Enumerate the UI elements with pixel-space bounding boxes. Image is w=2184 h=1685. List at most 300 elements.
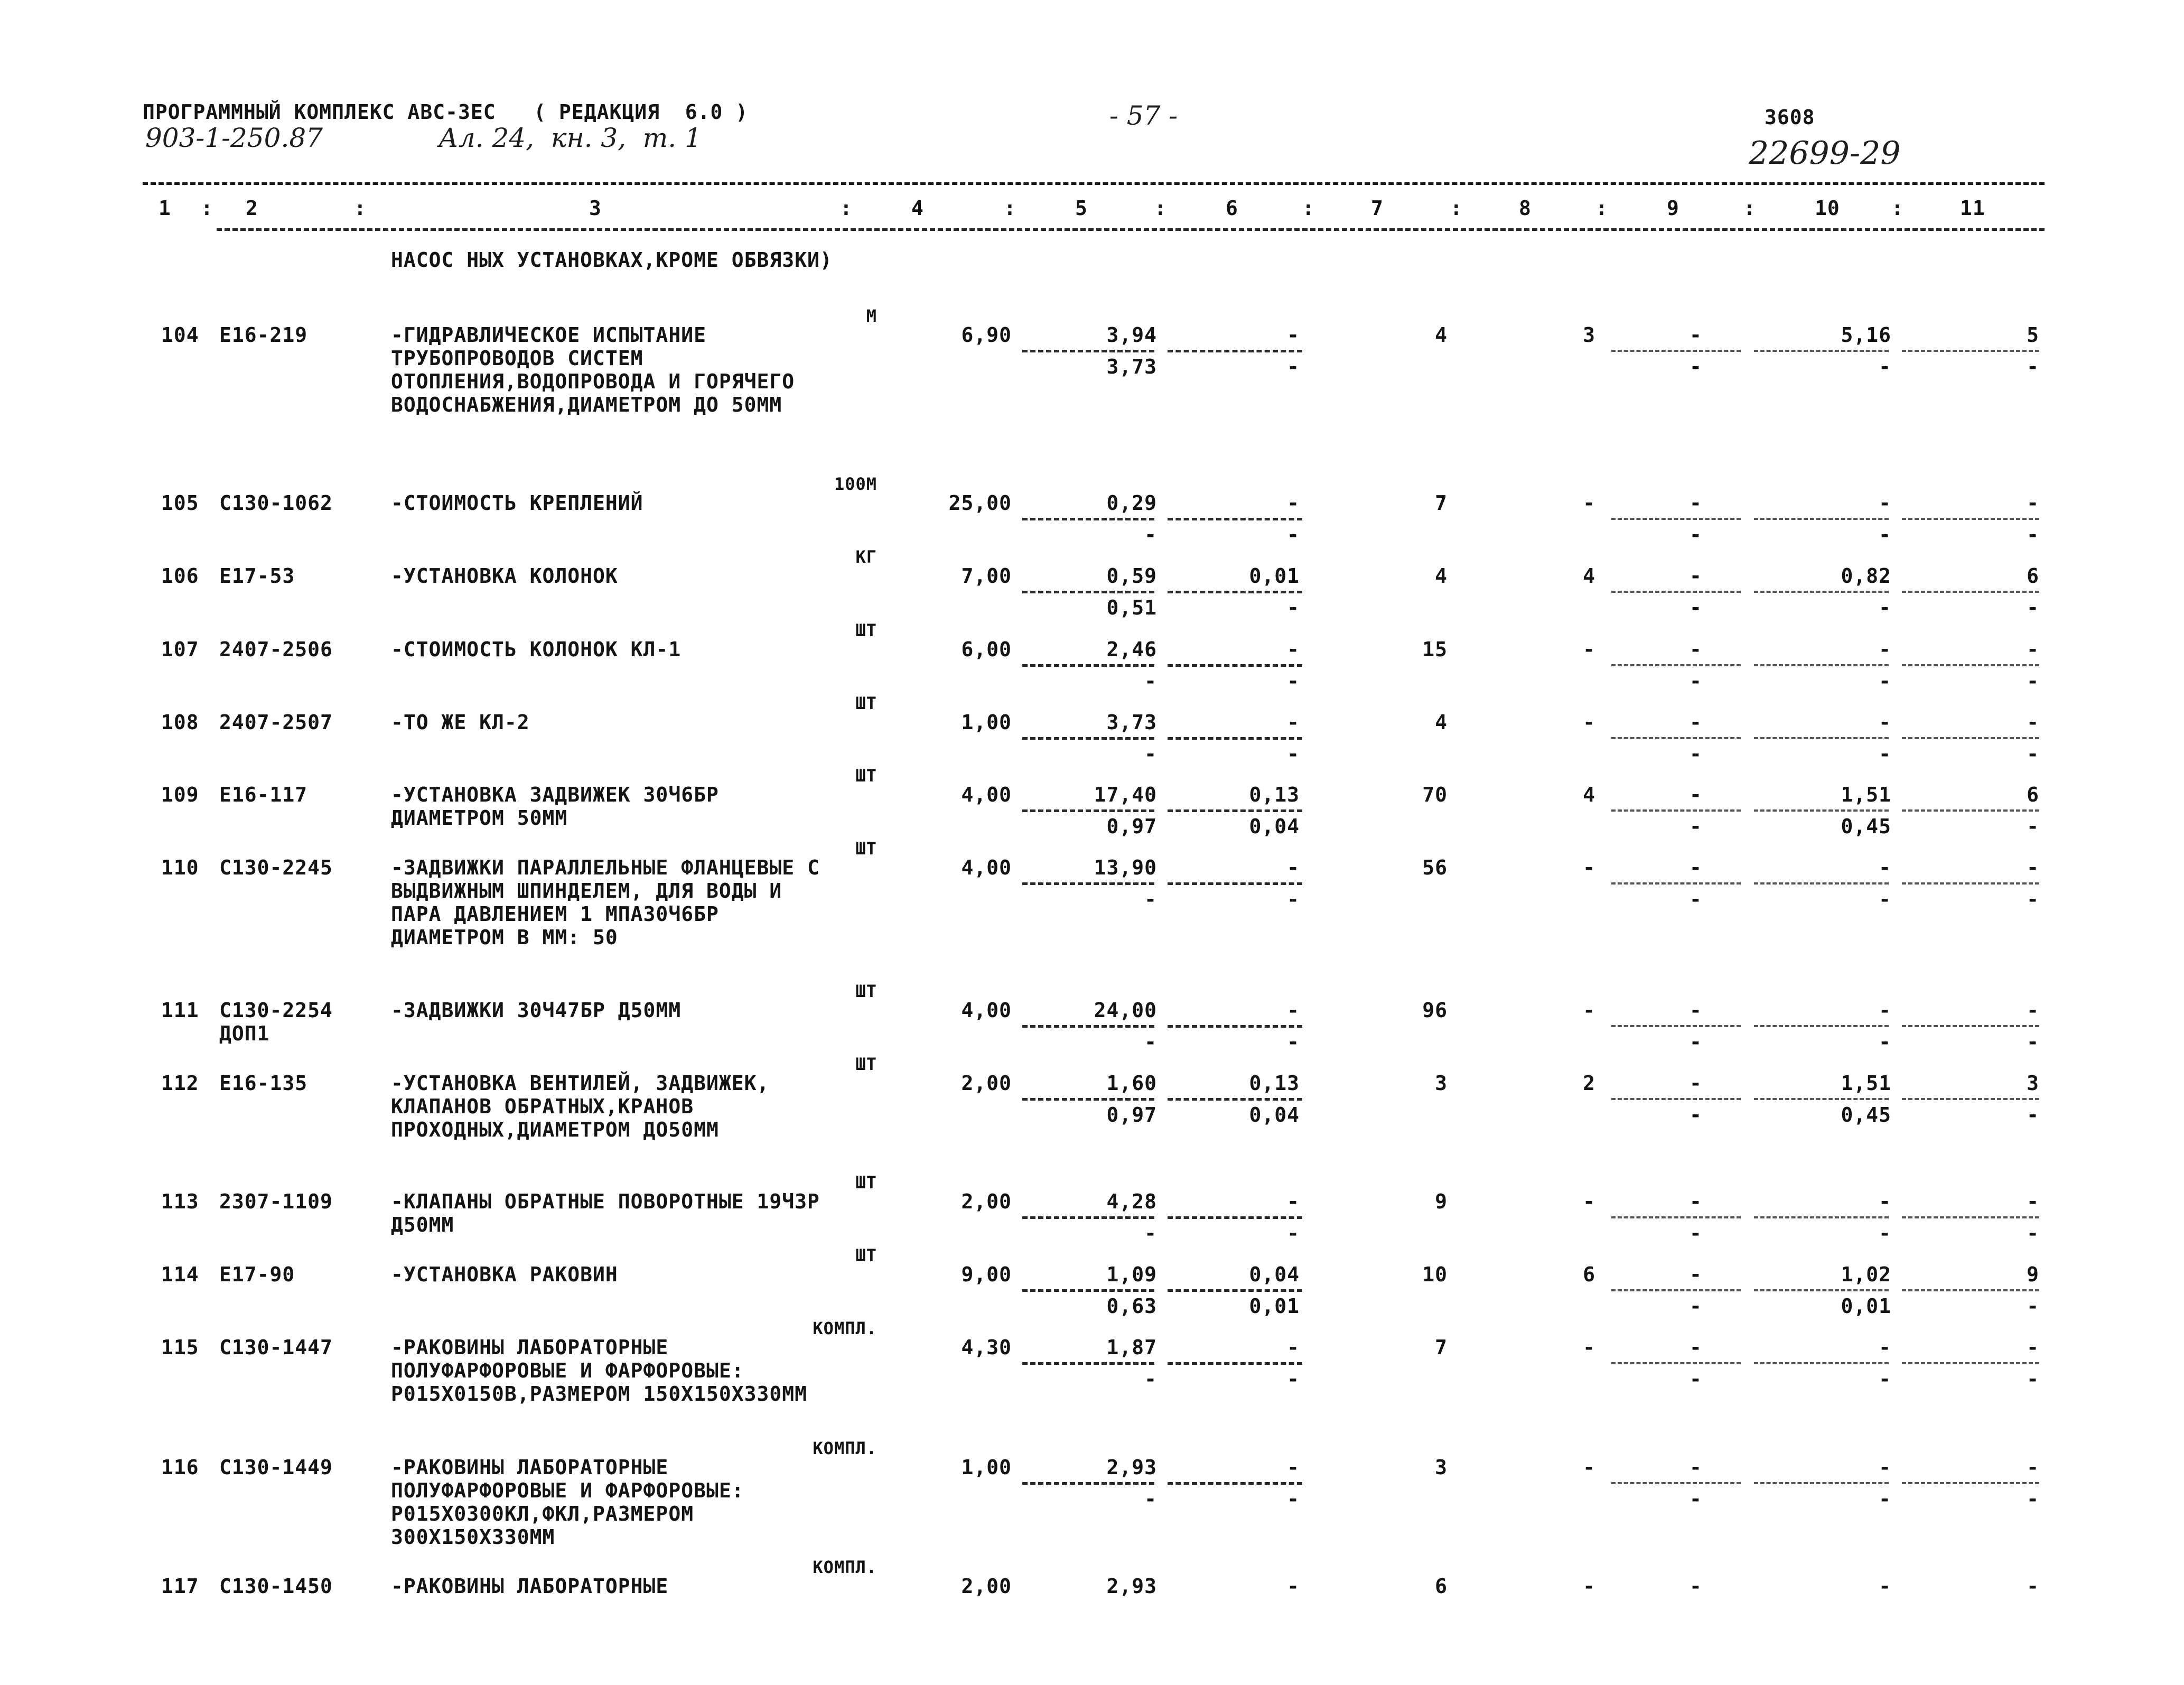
- cell-c7: 6: [1435, 1575, 1448, 1598]
- cell-divider: [1902, 1098, 2039, 1100]
- cell-divider: [1022, 1098, 1154, 1101]
- row-num: 117: [161, 1575, 199, 1598]
- cell-c6b: -: [1287, 1222, 1300, 1245]
- cell-c5: 0,59: [1106, 564, 1157, 588]
- column-number-2: 2: [246, 197, 258, 220]
- row-code: 2407-2506: [219, 638, 333, 661]
- cell-c10: 0,82: [1841, 564, 1891, 588]
- row-num: 114: [161, 1263, 199, 1286]
- cell-c5b: -: [1144, 1367, 1157, 1391]
- cell-divider: [1611, 350, 1741, 352]
- cell-divider: [1022, 737, 1154, 740]
- cell-c11: -: [2027, 1336, 2039, 1359]
- cell-c5: 0,29: [1106, 491, 1157, 515]
- cell-divider: [1902, 1289, 2039, 1291]
- cell-c10b: -: [1879, 355, 1891, 378]
- cell-c6b: 0,01: [1249, 1295, 1300, 1318]
- cell-divider: [1168, 350, 1302, 352]
- header-top-rule: [143, 182, 2045, 185]
- cell-divider: [1611, 664, 1741, 666]
- cell-divider: [1902, 664, 2039, 666]
- cell-c9b: -: [1690, 888, 1702, 911]
- cell-c9b: -: [1690, 596, 1702, 619]
- cell-c5b: -: [1144, 1487, 1157, 1511]
- cell-divider: [1611, 1216, 1741, 1218]
- row-unit: ШТ: [855, 1054, 877, 1074]
- cell-qty: 4,00: [961, 999, 1012, 1022]
- cell-divider: [1022, 1482, 1154, 1485]
- cell-c9: -: [1690, 1456, 1702, 1479]
- cell-divider: [1168, 1289, 1302, 1292]
- cell-divider: [1168, 591, 1302, 593]
- cell-c6: -: [1287, 1575, 1300, 1598]
- cell-c11b: -: [2027, 669, 2039, 693]
- cell-c10: -: [1879, 491, 1891, 515]
- cell-c10b: -: [1879, 596, 1891, 619]
- cell-divider: [1902, 1216, 2039, 1218]
- cell-c9: -: [1690, 1263, 1702, 1286]
- cell-c10: 5,16: [1841, 323, 1891, 347]
- cell-c7: 4: [1435, 711, 1448, 734]
- cell-c9b: -: [1690, 1103, 1702, 1127]
- cell-c5: 2,93: [1106, 1575, 1157, 1598]
- cell-c7: 70: [1422, 783, 1448, 806]
- cell-divider: [1611, 809, 1741, 812]
- column-number-5: 5: [1075, 197, 1088, 220]
- column-number-9: 9: [1667, 197, 1679, 220]
- cell-c9b: -: [1690, 669, 1702, 693]
- cell-c9b: -: [1690, 1222, 1702, 1245]
- cell-c11b: -: [2027, 1030, 2039, 1054]
- row-unit: ШТ: [855, 839, 877, 859]
- cell-divider: [1168, 737, 1302, 740]
- cell-c5b: -: [1144, 523, 1157, 546]
- cell-qty: 1,00: [961, 1456, 1012, 1479]
- cell-c11: 6: [2027, 783, 2039, 806]
- row-code: С130-2254 ДОП1: [219, 999, 333, 1045]
- cell-c10: -: [1879, 1336, 1891, 1359]
- cell-c10: -: [1879, 1575, 1891, 1598]
- cell-c9b: -: [1690, 742, 1702, 766]
- cell-qty: 4,00: [961, 783, 1012, 806]
- cell-c5b: -: [1144, 742, 1157, 766]
- cell-c5b: -: [1144, 1030, 1157, 1054]
- row-code: 2307-1109: [219, 1190, 333, 1213]
- cell-c11b: -: [2027, 815, 2039, 838]
- cell-c5b: 3,73: [1106, 355, 1157, 378]
- cell-divider: [1168, 1482, 1302, 1485]
- cell-c7: 4: [1435, 323, 1448, 347]
- row-num: 105: [161, 491, 199, 515]
- cell-divider: [1754, 518, 1889, 520]
- row-code: С130-2245: [219, 856, 333, 879]
- row-num: 112: [161, 1072, 199, 1095]
- cell-c9: -: [1690, 638, 1702, 661]
- cell-c8: -: [1583, 638, 1595, 661]
- row-num: 115: [161, 1336, 199, 1359]
- cell-divider: [1754, 591, 1889, 593]
- cell-c7: 3: [1435, 1072, 1448, 1095]
- cell-divider: [1168, 1362, 1302, 1365]
- row-num: 104: [161, 323, 199, 347]
- cell-c11b: -: [2027, 355, 2039, 378]
- cell-c11b: -: [2027, 1295, 2039, 1318]
- document-code: 3608: [1765, 106, 1815, 129]
- cell-divider: [1754, 737, 1889, 739]
- row-code: С130-1449: [219, 1456, 333, 1479]
- cell-c8: -: [1583, 1190, 1595, 1213]
- cell-c10: -: [1879, 1456, 1891, 1479]
- row-code: Е16-117: [219, 783, 308, 806]
- cell-qty: 2,00: [961, 1072, 1012, 1095]
- cell-c8: 3: [1583, 323, 1595, 347]
- cell-qty: 9,00: [961, 1263, 1012, 1286]
- row-code: С130-1450: [219, 1575, 333, 1598]
- cell-c9b: -: [1690, 815, 1702, 838]
- cell-c6b: -: [1287, 742, 1300, 766]
- cell-divider: [1902, 518, 2039, 520]
- cell-c6: -: [1287, 999, 1300, 1022]
- cell-c11: -: [2027, 856, 2039, 879]
- cell-c11: -: [2027, 999, 2039, 1022]
- cell-c6: 0,13: [1249, 1072, 1300, 1095]
- cell-c10b: 0,01: [1841, 1295, 1891, 1318]
- cell-c7: 4: [1435, 564, 1448, 588]
- cell-qty: 6,90: [961, 323, 1012, 347]
- project-number: 903-1-250.87: [145, 123, 323, 153]
- row-description: -ЗАДВИЖКИ ПАРАЛЛЕЛЬНЫЕ ФЛАНЦЕВЫЕ С ВЫДВИЖНЫМ ШПИНДЕЛЕМ, ДЛЯ ВОДЫ И ПАРА ДАВЛЕНИЕМ 1 МПА30Ч6БР ДИАМЕТРОМ В ММ: 50: [391, 856, 820, 949]
- cell-divider: [1754, 1482, 1889, 1484]
- row-description: -СТОИМОСТЬ КОЛОНОК КЛ-1: [391, 638, 682, 661]
- cell-qty: 6,00: [961, 638, 1012, 661]
- cell-c9: -: [1690, 856, 1702, 879]
- cell-c11: -: [2027, 711, 2039, 734]
- cell-divider: [1754, 809, 1889, 812]
- cell-c11: -: [2027, 1456, 2039, 1479]
- row-unit: КОМПЛ.: [813, 1318, 877, 1338]
- cell-c8: -: [1583, 856, 1595, 879]
- cell-c9b: -: [1690, 1367, 1702, 1391]
- cell-divider: [1611, 882, 1741, 885]
- cell-divider: [1022, 882, 1154, 885]
- cell-c6b: 0,04: [1249, 815, 1300, 838]
- cell-qty: 25,00: [948, 491, 1012, 515]
- cell-c6: 0,13: [1249, 783, 1300, 806]
- cell-divider: [1754, 1362, 1889, 1364]
- cell-c6b: -: [1287, 1367, 1300, 1391]
- cell-c9: -: [1690, 1575, 1702, 1598]
- cell-c9: -: [1690, 783, 1702, 806]
- cell-c9b: -: [1690, 1295, 1702, 1318]
- cell-c6: -: [1287, 323, 1300, 347]
- cell-divider: [1754, 1289, 1889, 1291]
- cell-c6: 0,04: [1249, 1263, 1300, 1286]
- document-number: 22699-29: [1749, 135, 1901, 172]
- cell-c10: -: [1879, 856, 1891, 879]
- cell-c9b: -: [1690, 523, 1702, 546]
- row-unit: ШТ: [855, 981, 877, 1001]
- cell-divider: [1611, 1362, 1741, 1364]
- row-num: 110: [161, 856, 199, 879]
- column-number-1: 1: [158, 197, 171, 220]
- cell-c11b: -: [2027, 523, 2039, 546]
- cell-divider: [1022, 809, 1154, 812]
- cell-divider: [1754, 350, 1889, 352]
- cell-divider: [1022, 518, 1154, 520]
- cell-c7: 15: [1422, 638, 1448, 661]
- cell-c6b: -: [1287, 596, 1300, 619]
- cell-c10: -: [1879, 999, 1891, 1022]
- cell-divider: [1022, 664, 1154, 667]
- cell-divider: [1168, 1216, 1302, 1219]
- cell-c5: 2,46: [1106, 638, 1157, 661]
- row-num: 108: [161, 711, 199, 734]
- cell-divider: [1168, 518, 1302, 520]
- cell-divider: [1754, 1216, 1889, 1218]
- row-num: 116: [161, 1456, 199, 1479]
- cell-c10b: -: [1879, 1030, 1891, 1054]
- row-num: 107: [161, 638, 199, 661]
- cell-c9: -: [1690, 1336, 1702, 1359]
- row-unit: ШТ: [855, 1172, 877, 1193]
- cell-c11: 9: [2027, 1263, 2039, 1286]
- cell-divider: [1611, 518, 1741, 520]
- cell-qty: 1,00: [961, 711, 1012, 734]
- row-unit: КОМПЛ.: [813, 1557, 877, 1577]
- cell-c11: -: [2027, 1575, 2039, 1598]
- cell-c7: 10: [1422, 1263, 1448, 1286]
- row-code: Е16-219: [219, 323, 308, 347]
- row-code: Е17-53: [219, 564, 295, 588]
- cell-divider: [1022, 350, 1154, 352]
- row-unit: ШТ: [855, 766, 877, 786]
- row-code: Е17-90: [219, 1263, 295, 1286]
- cell-c8: 4: [1583, 564, 1595, 588]
- cell-c6b: -: [1287, 1487, 1300, 1511]
- column-number-10: 10: [1815, 197, 1840, 220]
- cell-c5: 3,73: [1106, 711, 1157, 734]
- cell-c5b: -: [1144, 888, 1157, 911]
- cell-c5b: 0,97: [1106, 1103, 1157, 1127]
- cell-c7: 7: [1435, 491, 1448, 515]
- cell-c10b: -: [1879, 523, 1891, 546]
- cell-c10b: -: [1879, 1487, 1891, 1511]
- cell-divider: [1168, 664, 1302, 667]
- cell-c5: 13,90: [1094, 856, 1157, 879]
- cell-c5: 24,00: [1094, 999, 1157, 1022]
- page-number: - 57 -: [1109, 100, 1178, 131]
- row-unit: КГ: [855, 547, 877, 567]
- cell-qty: 2,00: [961, 1575, 1012, 1598]
- program-title: ПРОГРАММНЫЙ КОМПЛЕКС АВС-3ЕС ( РЕДАКЦИЯ 6.0 ): [143, 100, 749, 124]
- cell-c8: 4: [1583, 783, 1595, 806]
- cell-c6: -: [1287, 711, 1300, 734]
- cell-c10b: -: [1879, 742, 1891, 766]
- cell-divider: [1754, 1098, 1889, 1100]
- row-code: Е16-135: [219, 1072, 308, 1095]
- cell-c10: 1,02: [1841, 1263, 1891, 1286]
- cell-c5: 4,28: [1106, 1190, 1157, 1213]
- cell-c9: -: [1690, 564, 1702, 588]
- row-num: 111: [161, 999, 199, 1022]
- cell-c10b: -: [1879, 1367, 1891, 1391]
- row-code: С130-1447: [219, 1336, 333, 1359]
- cell-c7: 56: [1422, 856, 1448, 879]
- cell-c9: -: [1690, 491, 1702, 515]
- row-unit: М: [866, 306, 877, 326]
- row-description: -ГИДРАВЛИЧЕСКОЕ ИСПЫТАНИЕ ТРУБОПРОВОДОВ СИСТЕМ ОТОПЛЕНИЯ,ВОДОПРОВОДА И ГОРЯЧЕГО ВОДОСНАБЖЕНИЯ,ДИАМЕТРОМ ДО 50ММ: [391, 323, 795, 416]
- cell-c9: -: [1690, 711, 1702, 734]
- cell-c9: -: [1690, 1190, 1702, 1213]
- cell-c11b: -: [2027, 1487, 2039, 1511]
- row-num: 106: [161, 564, 199, 588]
- cell-c10: 1,51: [1841, 783, 1891, 806]
- cell-divider: [1902, 1025, 2039, 1027]
- row-code: 2407-2507: [219, 711, 333, 734]
- cell-c11: -: [2027, 638, 2039, 661]
- cell-c9: -: [1690, 323, 1702, 347]
- row-description: -ЗАДВИЖКИ 30Ч47БР Д50ММ: [391, 999, 682, 1022]
- cell-c7: 7: [1435, 1336, 1448, 1359]
- cell-c9b: -: [1690, 1030, 1702, 1054]
- column-number-11: 11: [1960, 197, 1985, 220]
- cell-qty: 4,00: [961, 856, 1012, 879]
- cell-c6b: -: [1287, 1030, 1300, 1054]
- cell-divider: [1168, 1025, 1302, 1028]
- cell-divider: [1168, 809, 1302, 812]
- cell-divider: [1902, 1482, 2039, 1484]
- cell-c6: -: [1287, 1190, 1300, 1213]
- cell-c5b: -: [1144, 1222, 1157, 1245]
- cell-divider: [1022, 1289, 1154, 1292]
- cell-c6b: -: [1287, 888, 1300, 911]
- cell-qty: 4,30: [961, 1336, 1012, 1359]
- cell-divider: [1168, 882, 1302, 885]
- cell-c11: -: [2027, 491, 2039, 515]
- cell-c11b: -: [2027, 596, 2039, 619]
- row-description: -УСТАНОВКА РАКОВИН: [391, 1263, 618, 1286]
- cell-c6: -: [1287, 1336, 1300, 1359]
- row-description: -УСТАНОВКА ЗАДВИЖЕК 30Ч6БР ДИАМЕТРОМ 50ММ: [391, 783, 719, 830]
- cell-c10b: -: [1879, 669, 1891, 693]
- cell-c11b: -: [2027, 888, 2039, 911]
- cell-c11: 3: [2027, 1072, 2039, 1095]
- cell-c8: 2: [1583, 1072, 1595, 1095]
- cell-c6b: -: [1287, 355, 1300, 378]
- row-unit: ШТ: [855, 1245, 877, 1265]
- cell-c6: -: [1287, 491, 1300, 515]
- cell-c6: -: [1287, 638, 1300, 661]
- cell-divider: [1611, 1289, 1741, 1291]
- cell-c11: 6: [2027, 564, 2039, 588]
- cell-c5: 17,40: [1094, 783, 1157, 806]
- cell-c6b: -: [1287, 523, 1300, 546]
- cell-divider: [1902, 737, 2039, 739]
- cell-divider: [1611, 591, 1741, 593]
- row-description: -КЛАПАНЫ ОБРАТНЫЕ ПОВОРОТНЫЕ 19Ч3Р Д50ММ: [391, 1190, 820, 1236]
- cell-c10b: -: [1879, 888, 1891, 911]
- cell-c10: -: [1879, 1190, 1891, 1213]
- album-reference: Ал. 24, кн. 3, т. 1: [438, 123, 702, 153]
- row-description: -РАКОВИНЫ ЛАБОРАТОРНЫЕ ПОЛУФАРФОРОВЫЕ И ФАРФОРОВЫЕ: Р015Х0300КЛ,ФКЛ,РАЗМЕРОМ 300Х150Х330ММ: [391, 1456, 744, 1549]
- cell-c5: 3,94: [1106, 323, 1157, 347]
- cell-c8: -: [1583, 1456, 1595, 1479]
- cell-c8: -: [1583, 711, 1595, 734]
- column-number-8: 8: [1519, 197, 1532, 220]
- cell-divider: [1902, 350, 2039, 352]
- row-unit: 100М: [834, 474, 877, 494]
- cell-divider: [1022, 1025, 1154, 1028]
- cell-c10: 1,51: [1841, 1072, 1891, 1095]
- cell-c5b: 0,63: [1106, 1295, 1157, 1318]
- cell-qty: 7,00: [961, 564, 1012, 588]
- cell-c11b: -: [2027, 742, 2039, 766]
- continued-description: НАСОС НЫХ УСТАНОВКАХ,КРОМЕ ОБВЯЗКИ): [391, 248, 833, 272]
- cell-c11b: -: [2027, 1222, 2039, 1245]
- row-unit: ШТ: [855, 693, 877, 713]
- cell-c5: 2,93: [1106, 1456, 1157, 1479]
- cell-c6: -: [1287, 856, 1300, 879]
- cell-divider: [1754, 1025, 1889, 1027]
- cell-c8: 6: [1583, 1263, 1595, 1286]
- cell-c9: -: [1690, 999, 1702, 1022]
- cell-divider: [1902, 809, 2039, 812]
- cell-c10: -: [1879, 638, 1891, 661]
- cell-c10: -: [1879, 711, 1891, 734]
- cell-c9: -: [1690, 1072, 1702, 1095]
- row-description: -УСТАНОВКА КОЛОНОК: [391, 564, 618, 588]
- cell-c8: -: [1583, 491, 1595, 515]
- cell-divider: [1902, 882, 2039, 885]
- cell-c7: 96: [1422, 999, 1448, 1022]
- cell-divider: [1611, 1482, 1741, 1484]
- row-description: -УСТАНОВКА ВЕНТИЛЕЙ, ЗАДВИЖЕК, КЛАПАНОВ ОБРАТНЫХ,КРАНОВ ПРОХОДНЫХ,ДИАМЕТРОМ ДО50ММ: [391, 1072, 770, 1141]
- cell-c10b: 0,45: [1841, 1103, 1891, 1127]
- cell-qty: 2,00: [961, 1190, 1012, 1213]
- header-bottom-rule: [217, 228, 2045, 231]
- row-unit: КОМПЛ.: [813, 1438, 877, 1458]
- cell-c5: 1,60: [1106, 1072, 1157, 1095]
- row-description: -РАКОВИНЫ ЛАБОРАТОРНЫЕ ПОЛУФАРФОРОВЫЕ И ФАРФОРОВЫЕ: Р015Х0150В,РАЗМЕРОМ 150Х150Х330ММ: [391, 1336, 807, 1405]
- cell-c6: 0,01: [1249, 564, 1300, 588]
- cell-c8: -: [1583, 999, 1595, 1022]
- row-num: 113: [161, 1190, 199, 1213]
- cell-c11b: -: [2027, 1367, 2039, 1391]
- cell-c5: 1,87: [1106, 1336, 1157, 1359]
- cell-c6: -: [1287, 1456, 1300, 1479]
- column-number-4: 4: [911, 197, 924, 220]
- cell-c8: -: [1583, 1575, 1595, 1598]
- cell-c5b: 0,97: [1106, 815, 1157, 838]
- row-num: 109: [161, 783, 199, 806]
- cell-divider: [1022, 591, 1154, 593]
- cell-c9b: -: [1690, 1487, 1702, 1511]
- cell-c10b: 0,45: [1841, 815, 1891, 838]
- row-unit: ШТ: [855, 620, 877, 640]
- row-description: -ТО ЖЕ КЛ-2: [391, 711, 530, 734]
- row-code: С130-1062: [219, 491, 333, 515]
- cell-divider: [1022, 1216, 1154, 1219]
- column-number-3: 3: [589, 197, 602, 220]
- cell-c11: -: [2027, 1190, 2039, 1213]
- cell-c9b: -: [1690, 355, 1702, 378]
- cell-c6b: -: [1287, 669, 1300, 693]
- cell-divider: [1022, 1362, 1154, 1365]
- cell-c11b: -: [2027, 1103, 2039, 1127]
- cell-divider: [1902, 591, 2039, 593]
- cell-divider: [1611, 1098, 1741, 1100]
- cell-c8: -: [1583, 1336, 1595, 1359]
